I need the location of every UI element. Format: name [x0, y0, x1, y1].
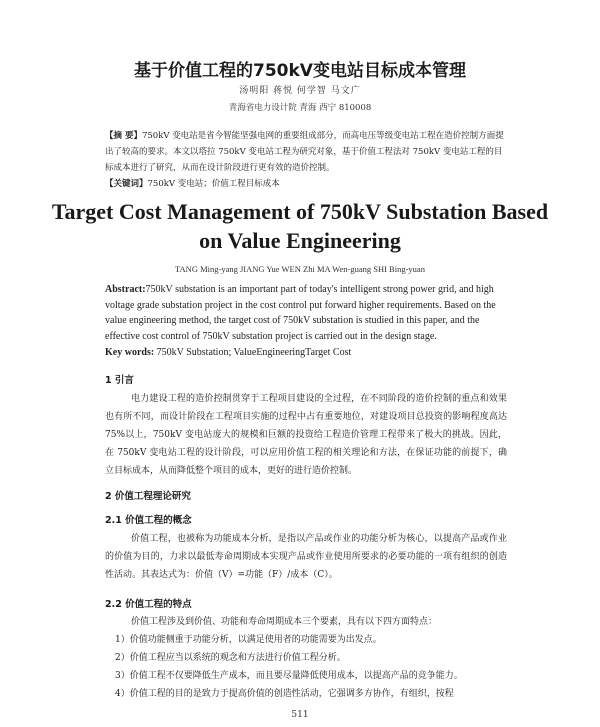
section-1-paragraph: 电力建设工程的造价控制贯穿于工程项目建设的全过程，在不同阶段的造价控制的重点和效果也有所不同，而设计阶段在工程项目实施的过程中占有重要地位，对建设项目总投资的影响程度高达 75%以上，750kV 变电站庞大的规模和巨额的投资给工程造价管理工程带来了极大的挑战。因此，在 750kV 变电站工程的设计阶段，可以应用价值工程的相关理论和方法，在保证功能的前提下，确立目标成本，从而降低整个项目的成本，更好的进行造价控制。 — [105, 394, 507, 476]
list-item: 2）价值工程应当以系统的观念和方法进行价值工程分析。 — [115, 653, 346, 663]
list-item: 3）价值工程不仅要降低生产成本，而且要尽量降低使用成本，以提高产品的竞争能力。 — [115, 671, 463, 681]
chinese-affiliation: 青海省电力设计院 青海 西宁 810008 — [228, 103, 372, 113]
chinese-abstract — [105, 128, 505, 176]
english-abstract-label: Abstract: — [105, 284, 146, 295]
english-keywords-text: 750kV Substation; ValueEngineeringTarget Cost — [156, 347, 352, 358]
english-title — [0, 197, 600, 255]
section-2-2-heading: 2.2 价值工程的特点 — [105, 599, 192, 610]
section-2-heading: 2 价值工程理论研究 — [105, 491, 191, 502]
chinese-keywords — [105, 177, 505, 189]
section-1-heading: 1 引言 — [105, 375, 134, 386]
chinese-authors: 汤明阳 蒋悦 何学智 马文广 — [239, 86, 361, 96]
page-number: 511 — [291, 710, 309, 720]
english-keywords — [105, 347, 505, 358]
chinese-title: 基于价值工程的750kV变电站目标成本管理 — [134, 61, 466, 81]
chinese-keywords-label: 【关键词】 — [105, 179, 148, 189]
section-2-2-intro: 价值工程涉及到价值、功能和寿命周期成本三个要素，具有以下四方面特点： — [131, 617, 438, 627]
english-keywords-label: Key words: — [105, 347, 155, 358]
english-authors: TANG Ming-yang JIANG Yue WEN Zhi MA Wen-guang SHI Bing-yuan — [175, 264, 425, 274]
section-2-1-paragraph: 价值工程，也被称为功能成本分析，是指以产品或作业的功能分析为核心，以提高产品或作业的价值为目的，力求以最低寿命周期成本实现产品或作业使用所要求的必要功能的一项有组织的创造性活动。其表达式为：价值（V）=功能（F）/成本（C）。 — [105, 534, 507, 580]
list-item: 1）价值功能侧重于功能分析，以满足使用者的功能需要为出发点。 — [115, 635, 382, 645]
chinese-keywords-text: 750kV 变电站；价值工程目标成本 — [147, 179, 280, 189]
list-item: 4）价值工程的目的是致力于提高价值的创造性活动，它强调多方协作，有组织，按程 — [115, 689, 454, 699]
english-abstract-text: 750kV substation is an important part of today's intelligent strong power grid, and high voltage grade substation project in the cost control put forward higher requirements. Based on the value engineering method, the target cost of 750kV substation is studied in this paper, and the effective cost control of 750kV substation project is carried out in the design stage. — [105, 284, 496, 342]
english-title-line-2: on Value Engineering — [199, 228, 401, 253]
chinese-abstract-text: 750kV 变电站是省今智能坚强电网的重要组成部分，而高电压等级变电站工程在造价控制方面提出了较高的要求。本文以塔拉 750kV 变电站工程为研究对象，基于价值工程法对 750kV 变电站工程的目标成本进行了研究，从而在设计阶段进行更有效的造价控制。 — [105, 131, 504, 173]
english-abstract — [105, 282, 507, 344]
chinese-abstract-label: 【摘 要】 — [105, 131, 142, 141]
section-2-1-heading: 2.1 价值工程的概念 — [105, 515, 192, 526]
english-title-line-1: Target Cost Management of 750kV Substation Based — [51, 199, 549, 224]
section-2-2-list — [105, 613, 507, 703]
